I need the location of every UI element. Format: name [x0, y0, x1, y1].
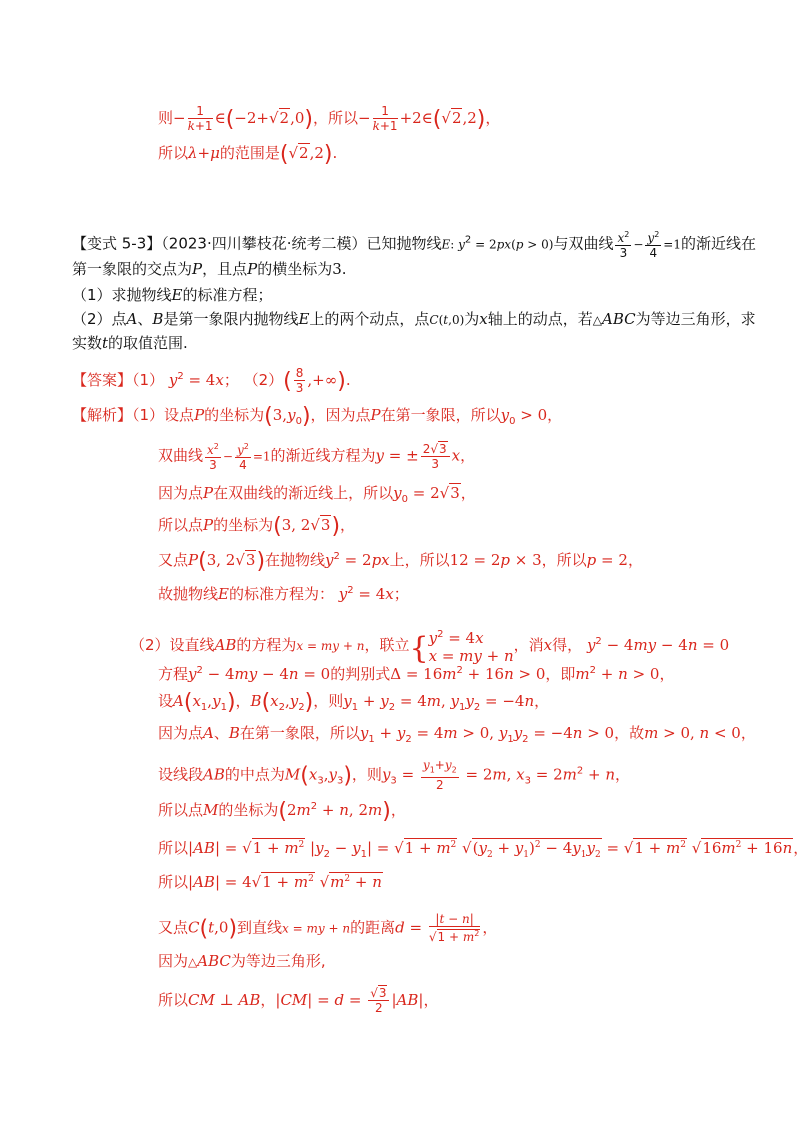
- answer-line: 【答案】（1） $y^2 = 4x$； （2）( $\frac{8}{3}$ ,+∞).: [72, 366, 351, 395]
- variant-question-2: （2）点A、B是第一象限内抛物线E上的两个动点，点C(t,0)为x轴上的动点，若△ABC为等边三角形，求: [72, 310, 756, 328]
- analysis-part2-line-4: 因为点A、B在第一象限，所以$y_1 + y_2 = 4m > 0$, $y_1y_2 = -4n > 0$，故m > 0, n < 0，: [158, 724, 756, 745]
- analysis-line-6: 故抛物线E的标准方程为： $y^2 = 4x$；: [158, 585, 409, 603]
- analysis-part2-line-11: 所以CM ⊥ AB，|CM| = d = $\frac{√3}{2}$ |AB|，: [158, 986, 439, 1015]
- analysis-line-1: 【解析】（1）设点P的坐标为$(3,y_0)$，因为点P在第一象限，所以$y_0 > 0$，: [72, 404, 563, 429]
- analysis-part2-line-5: 设线段AB的中点为$M(x_3,y_3)$，则$y_3$ = $\frac{y_1+y_2}{2}$ = 2m, $x_3 = 2m^2 + n$，: [158, 758, 631, 793]
- variant-question-2-cont: 实数t的取值范围.: [72, 334, 188, 352]
- solution-line-2: 所以λ+μ的范围是(√2,2).: [158, 142, 338, 167]
- solution-line-1: 则− $\frac{1}{k+1}$ ∈(−2+√2,0)，所以− $\frac{1}{k+1}$ +2∈(√2,2)，: [158, 104, 501, 133]
- analysis-tag: 【解析】: [72, 406, 133, 424]
- analysis-part2-line-2: 方程$y^2 - 4my - 4n = 0$的判别式$\Delta = 16m^2 + 16n > 0$，即$m^2 + n > 0$，: [158, 665, 675, 683]
- analysis-part2-line-1: （2）设直线AB的方程为x = my + n，联立{ $y^2 = 4x$ x = my + n ，消x得， $y^2 - 4my - 4n = 0$: [130, 629, 730, 666]
- variant-question-1: （1）求抛物线E的标准方程；: [72, 286, 273, 304]
- analysis-part2-line-7: 所以$|AB| = √1 + m^2$ $|y_2 - y_1| = √1 + m^2$ $√(y_2 + y_1)^2 - 4y_1y_2 = √1 + m^2$ $√16m^2 + 16n$，: [158, 839, 808, 860]
- analysis-line-2: 双曲线 $\frac{x^2}{3}$ − $\frac{y^2}{4}$ =1的渐近线方程为y = ± $\frac{2√3}{3}$ x，: [158, 441, 476, 472]
- analysis-line-4: 所以点P的坐标为(3, 2√3)，: [158, 514, 356, 539]
- analysis-part2-line-6: 所以点M的坐标为($2m^2 + n$, 2m)，: [158, 799, 406, 824]
- analysis-line-5: 又点P(3, 2√3)在抛物线$y^2 = 2px$上，所以12 = 2p × 3，所以p = 2，: [158, 549, 643, 574]
- variant-problem-line-1: 【变式 5-3】（2023·四川攀枝花·统考二模）已知抛物线E: $y^2 = 2px(p > 0)$与双曲线 $\frac{x^2}{3}$ − $\frac{y^2}{4}$ =1的渐近线在: [72, 230, 756, 260]
- analysis-part2-line-9: 又点C(t,0)到直线x = my + n的距离d = $\frac{|t - n|}{√1 + m^2}$ ，: [158, 912, 498, 944]
- analysis-part2-line-8: 所以$|AB| = 4√1 + m^2$ $√m^2 + n$: [158, 873, 382, 891]
- answer-tag: 【答案】: [72, 371, 133, 389]
- variant-tag: 【变式 5-3】: [72, 234, 162, 253]
- variant-problem-line-2: 第一象限的交点为P，且点P的横坐标为3.: [72, 260, 347, 278]
- analysis-line-3: 因为点P在双曲线的渐近线上，所以$y_0 = 2√3$，: [158, 484, 476, 505]
- analysis-part2-line-10: 因为△ABC为等边三角形,: [158, 952, 326, 970]
- analysis-part2-line-3: 设$A(x_1,y_1)$，$B(x_2,y_2)$，则$y_1 + y_2 = 4m$, $y_1y_2 = -4n$，: [158, 690, 550, 715]
- variant-source: （2023·四川攀枝花·统考二模）: [161, 234, 367, 253]
